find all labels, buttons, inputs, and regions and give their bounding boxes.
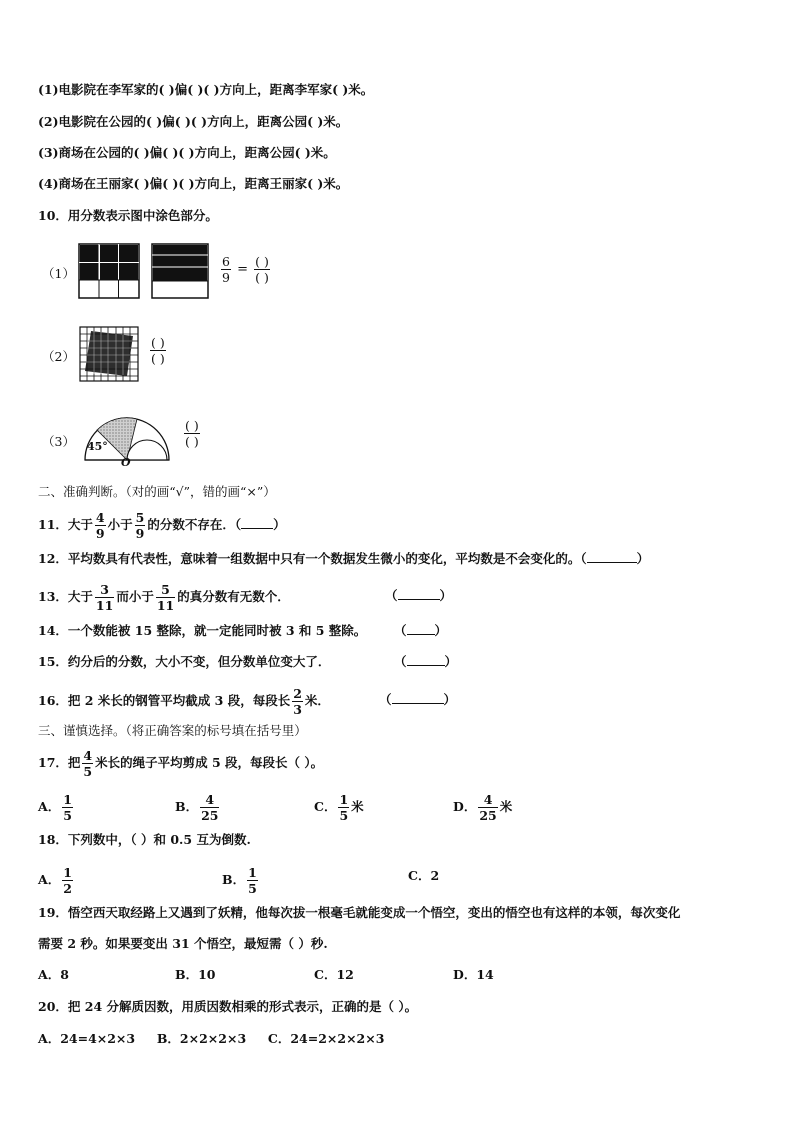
frac-den: 5 (83, 764, 93, 779)
q17-option-b[interactable] (175, 792, 221, 823)
frac-den: 9 (95, 526, 105, 541)
frac-den: 11 (95, 598, 114, 613)
q11-text: 的分数不存在．（ (147, 517, 242, 532)
tilted-grid-figure (79, 326, 139, 382)
answer-blank[interactable] (398, 587, 440, 600)
frac-num: 1 (248, 865, 257, 880)
q19-line-2: 需要 2 秒。如果要变出 31 个悟空，最短需（ ）秒. (38, 936, 328, 951)
q17-option-a[interactable] (38, 792, 75, 823)
q13 (38, 582, 290, 613)
answer-blank[interactable] (407, 653, 445, 666)
q13-text: 13．大于 (38, 589, 93, 604)
frac-den: 9 (135, 526, 145, 541)
frac-den: 2 (63, 881, 72, 896)
q10-label-1: （1） (42, 266, 75, 281)
q19-option-c[interactable]: C．12 (314, 967, 354, 982)
frac-den: 3 (293, 702, 302, 717)
q15-answer (394, 652, 457, 672)
q11-text: ） (273, 517, 286, 532)
paren: ） (434, 623, 448, 638)
section-2-heading: 二、准确判断。（对的画“√”，错的画“×”） (38, 484, 276, 499)
paren: ） (443, 692, 457, 707)
q18-option-a[interactable] (38, 865, 75, 896)
option-letter: A． (38, 872, 61, 887)
answer-blank-numerator[interactable]: ( ) (185, 418, 199, 433)
center-label: O (121, 456, 131, 469)
q14: 14．一个数能被 15 整除，就一定能同时被 3 和 5 整除。 (38, 623, 367, 638)
answer-blank[interactable] (241, 516, 273, 529)
frac-num: 4 (483, 792, 493, 807)
q16 (38, 686, 330, 717)
answer-blank[interactable] (392, 691, 444, 704)
frac-den: 5 (248, 881, 257, 896)
q17-text: 17．把 (38, 755, 81, 770)
frac-num: 4 (83, 748, 93, 763)
section-3-heading: 三、谨慎选择。（将正确答案的标号填在括号里） (38, 723, 307, 738)
eq-sign: = (237, 262, 248, 277)
q10-answer-3 (182, 418, 202, 449)
unit: 米 (499, 799, 513, 814)
q13-text: 的真分数有无数个． (177, 589, 290, 604)
q11-text: 小于 (107, 517, 133, 532)
frac-num: 2 (293, 686, 302, 701)
frac-den: 25 (201, 808, 219, 823)
q17-text: 米长的绳子平均剪成 5 段，每段长（ ）。 (95, 755, 324, 770)
q15: 15．约分后的分数，大小不变，但分数单位变大了． (38, 654, 331, 669)
frac-den: 5 (339, 808, 349, 823)
q12-text: ） (636, 551, 650, 566)
eq-numerator: 6 (222, 254, 230, 269)
answer-blank-numerator[interactable]: ( ) (151, 335, 165, 350)
q19-option-a[interactable]: A．8 (38, 967, 69, 982)
q11-text: 11．大于 (38, 517, 93, 532)
frac-den: 11 (156, 598, 175, 613)
paren: （ (394, 623, 407, 638)
frac-num: 5 (161, 582, 170, 597)
paren: （ (394, 654, 407, 669)
unit: 米 (351, 799, 364, 814)
answer-blank-denominator[interactable]: ( ) (255, 270, 269, 285)
q13-text: 而小于 (116, 589, 154, 604)
paren: ） (439, 588, 453, 603)
answer-blank-denominator[interactable]: ( ) (151, 351, 165, 366)
q14-answer (394, 621, 447, 641)
answer-blank-numerator[interactable]: ( ) (255, 254, 269, 269)
q10-answer-2 (148, 335, 168, 366)
q16-text: 米． (304, 693, 330, 708)
option-letter: A． (38, 799, 61, 814)
q18-option-c[interactable]: C．2 (408, 868, 440, 883)
angle-label: 45° (87, 440, 108, 453)
frac-num: 5 (135, 510, 145, 525)
grid-figure-3x3 (78, 243, 140, 299)
frac-num: 4 (205, 792, 215, 807)
q20-options[interactable]: A．24=4×2×3 B．2×2×2×3 C．24=2×2×2×3 (38, 1031, 385, 1046)
paren: （ (385, 588, 398, 603)
q18-option-b[interactable] (222, 865, 260, 896)
frac-num: 1 (339, 792, 349, 807)
q9-part-4: (4)商场在王丽家( )偏( )( )方向上，距离王丽家( )米。 (38, 176, 349, 191)
q16-text: 16．把 2 米长的钢管平均截成 3 段，每段长 (38, 693, 291, 708)
q17-option-d[interactable] (453, 792, 512, 823)
paren: ） (444, 654, 458, 669)
option-letter: C． (314, 799, 337, 814)
q11 (38, 510, 286, 541)
q10-label-2: （2） (42, 349, 75, 364)
eq-denominator: 9 (222, 270, 230, 285)
frac-num: 3 (100, 582, 109, 597)
answer-blank-denominator[interactable]: ( ) (185, 434, 199, 449)
option-letter: D． (453, 799, 477, 814)
q20: 20．把 24 分解质因数，用质因数相乘的形式表示，正确的是（ ）。 (38, 999, 418, 1014)
answer-blank[interactable] (407, 622, 435, 635)
q10-equation (219, 254, 272, 285)
frac-num: 1 (63, 792, 72, 807)
q12-text: 12．平均数具有代表性，意味着一组数据中只有一个数据发生微小的变化，平均数是不会变化的。（ (38, 551, 587, 566)
q9-part-3: (3)商场在公园的( )偏( )( )方向上，距离公园( )米。 (38, 145, 336, 160)
q18: 18．下列数中，（ ）和 0.5 互为倒数. (38, 832, 251, 847)
q9-part-1: (1)电影院在李军家的( )偏( )( )方向上，距离李军家( )米。 (38, 82, 374, 97)
q9-part-2: (2)电影院在公园的( )偏( )( )方向上，距离公园( )米。 (38, 114, 349, 129)
option-letter: B． (175, 799, 199, 814)
answer-blank[interactable] (587, 550, 637, 563)
paren: （ (379, 692, 392, 707)
q16-answer (379, 690, 456, 710)
q13-answer (385, 586, 452, 606)
option-letter: B． (222, 872, 246, 887)
frac-den: 25 (479, 808, 497, 823)
frac-den: 5 (63, 808, 72, 823)
q12 (38, 549, 649, 569)
q19-line-1: 19．悟空西天取经路上又遇到了妖精，他每次拔一根毫毛就能变成一个悟空，变出的悟空也有这样的本领，每次变化 (38, 905, 681, 920)
q19-option-b[interactable]: B．10 (175, 967, 216, 982)
frac-num: 4 (95, 510, 105, 525)
q17 (38, 748, 323, 779)
q17-option-c[interactable] (314, 792, 364, 823)
stripe-figure (151, 243, 209, 299)
frac-num: 1 (63, 865, 72, 880)
q10-title: 10．用分数表示图中涂色部分。 (38, 208, 218, 223)
q19-option-d[interactable]: D．14 (453, 967, 494, 982)
q10-label-3: （3） (42, 434, 75, 449)
